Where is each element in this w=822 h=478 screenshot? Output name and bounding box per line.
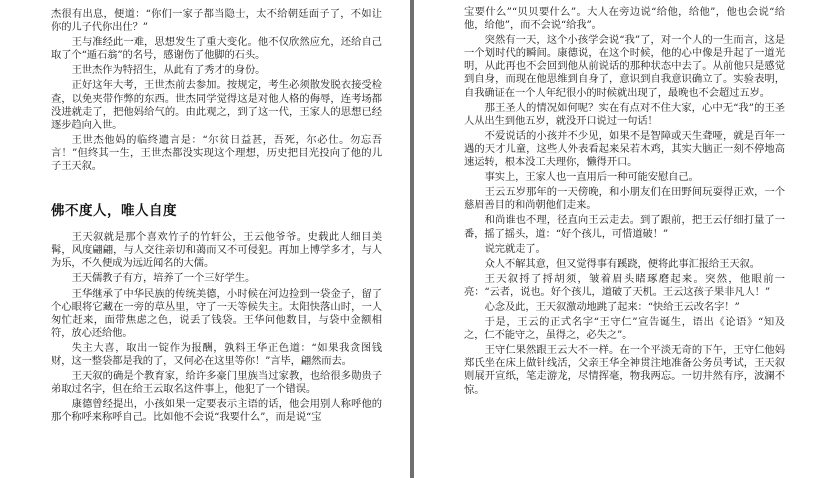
paragraph: 王世杰他妈的临终遗言是：“尔贫日益甚，吾死，尔必仕。勿忘吾言！”但终其一生，王世杰都没实现这个理想，历史把目光投向了他的儿子王天叙。 (51, 133, 382, 173)
paragraph: 正好这年大考，王世杰前去参加。按规定，考生必须散发脱衣接受检查，以免夹带作弊的东西。世杰同学觉得这是对他人格的侮辱，连考场都没进就走了，把他妈给气的。由此观之，到了这一代，王家人的思想已经逐步趋向入世。 (51, 79, 382, 131)
paragraph: 宝要什么”“贝贝要什么”。大人在旁边说“给他，给他”，他也会说“给他，给他”，而不会说“给我”。 (464, 6, 785, 32)
paragraph: 杰很有出息，便道：“你们一家子都当隐士，太不给朝廷面子了，不如让你的儿子代你出仕？” (51, 8, 382, 34)
paragraph: 突然有一天，这个小孩学会说“我”了，对一个人的一生而言，这是一个划时代的瞬间。康德说，在这个时候，他的心中像是升起了一道光明，从此再也不会回到他从前说话的那种状态中去了。从前他只是感觉到自身，而现在他思维到自身了，意识到自我意识确立了。实验表明，自我确证在一个人年纪很小的时候就出现了，最晚也不会超过五岁。 (464, 34, 785, 99)
paragraph: 王天叙捋了捋胡须，皱着眉头睹琢磨起来。突然，他眼前一亮：“云者，说也。好个孩儿，道破了天机。王云这孩子果非凡人！” (464, 272, 785, 298)
paragraph: 和尚谁也不理，径直向王云走去。到了跟前，把王云仔细打量了一番，摇了摇头，道：“好个孩儿，可惜道破！” (464, 214, 785, 240)
paragraph: 王天叙就是那个喜欢竹子的竹轩公，王云他爷爷。史载此人细目美髯，风度翩翩，与人交往亲切和蔼而又不可侵犯。再加上博学多才，与人为乐，不久便成为远近闻名的大儒。 (51, 231, 382, 270)
paragraph: 王天儒教子有方，培养了一个三好学生。 (71, 272, 256, 285)
paragraph: 王与准经此一难，思想发生了重大变化。他不仅欣然应允，还给自己取了个“遁石翁”的名号，感谢伤了他脚的石头。 (51, 36, 382, 62)
paragraph: 王世杰作为特招生，从此有了秀才的身份。 (71, 64, 266, 77)
left-page (0, 0, 410, 478)
paragraph: 说完就走了。 (484, 242, 546, 255)
paragraph: 失主大喜，取出一锭作为报酬，孰料王华正色道：“如果我贪图钱财，这一整袋都是我的了，又何必在这里等你！”言毕，翩然而去。 (51, 341, 382, 367)
paragraph: 王天叙的确是个教育家，给许多豪门里族当过家教，也给很多勋贵子弟取过名字，但在给王云取名这件事上，他犯了一个错误。 (51, 370, 382, 396)
paragraph: 众人不解其意，但又觉得事有蹊跷，便将此事汇报给王天叙。 (484, 257, 760, 270)
section-title: 佛不度人，唯人自度 (51, 203, 177, 220)
paragraph: 心念及此，王天叙激动地跳了起来：“快给王云改名字！” (484, 300, 740, 313)
paragraph: 于是，王云的正式名字“王守仁”宣告诞生，语出《论语》“知及之，仁不能守之，虽得之，必失之”。 (464, 316, 785, 342)
paragraph: 不爱说话的小孩并不少见，如果不是智障或天生聋哑，就是百年一遇的天才儿童，这些人外表看起来呆若木鸡，其实大脑正一刻不停地高速运转，根本没工夫理你，懒得开口。 (464, 129, 785, 169)
paragraph: 康德曾经提出，小孩如果一定要表示主语的话，他会用别人称呼他的那个称呼来称呼自己。比如他不会说“我要什么”，而是说“宝 (51, 398, 382, 424)
paragraph: 王守仁果然跟王云大不一样。在一个平淡无奇的下午，王守仁他妈郑氏坐在床上做针线活，父亲王华全神贯注地准备公务员考试，王天叙则展开宣纸，笔走游龙，尽情挥毫，物我两忘。一切井然有序，波澜不惊。 (464, 344, 785, 396)
right-page-body (464, 6, 785, 397)
paragraph: 王华继承了中华民族的传统美德，小时候在河边捡到一袋金子，留了个心眼将它藏在一旁的草丛里，守了一天等候失主。太阳快落山时，一人匆忙赶来，面带焦虑之色，说丢了钱袋。王华问他数目，与袋中金额相符，放心还给他。 (51, 287, 382, 339)
paragraph: 事实上，王家人也一直用后一种可能安慰自己。 (484, 171, 699, 184)
right-page (414, 0, 822, 478)
paragraph: 王云五岁那年的一天傍晚，和小朋友们在田野间玩耍得正欢，一个慈眉善目的和尚朝他们走来。 (464, 186, 785, 212)
paragraph: 那王圣人的情况如何呢？实在有点对不住大家，心中无“我”的王圣人从出生到他五岁，就没开口说过一句话！ (464, 101, 785, 127)
